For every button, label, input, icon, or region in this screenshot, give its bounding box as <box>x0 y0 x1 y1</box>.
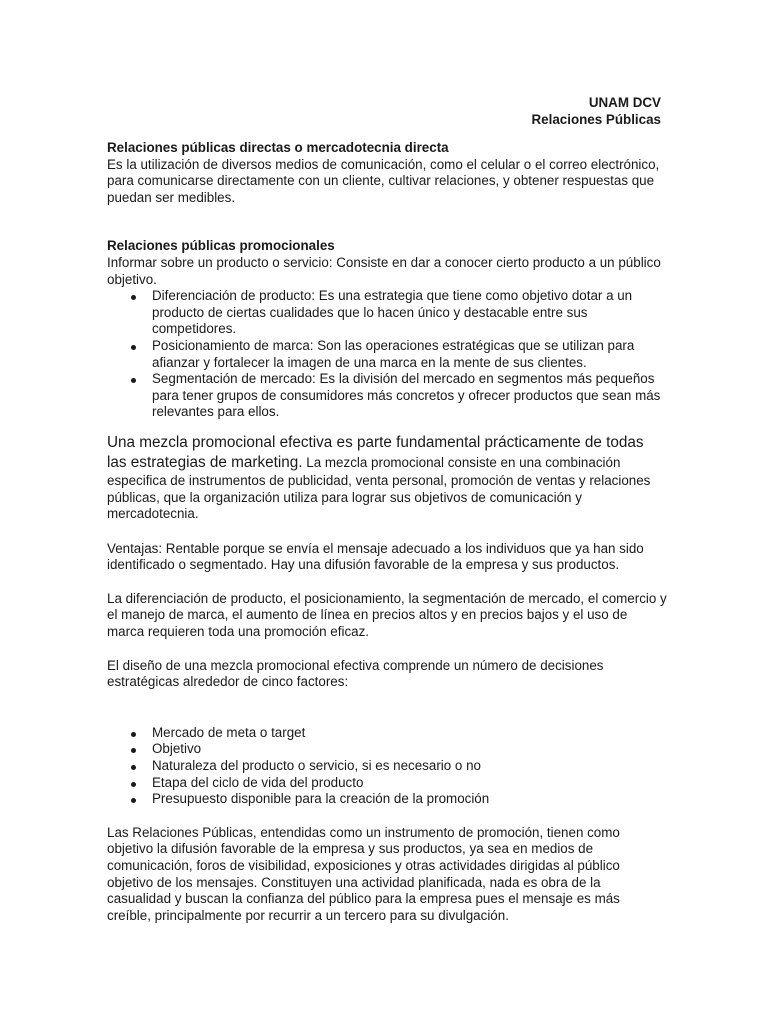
list-item: Posicionamiento de marca: Son las operaciones estratégicas que se utilizan para afianzar y fortalecer la imagen de una marca en la mente de sus clientes. <box>107 338 667 371</box>
bullet-list <box>107 288 667 421</box>
document-body <box>107 140 667 924</box>
list-item: Etapa del ciclo de vida del producto <box>107 775 667 792</box>
advantages-paragraph: Ventajas: Rentable porque se envía el mensaje adecuado a los individuos que ya han sido identificado o segmentado. Hay una difusión favorable de la empresa y sus productos. <box>107 540 644 573</box>
list-item: Presupuesto disponible para la creación de la promoción <box>107 791 667 808</box>
closing-paragraph: Las Relaciones Públicas, entendidas como un instrumento de promoción, tienen como objetivo la difusión favorable de la empresa y sus productos, ya sea en medios de comunicación, foros de visibilidad, exposiciones y otras actividades dirigidas al público objetivo de los mensajes. Constituyen una actividad planificada, nada es obra de la casualidad y buscan la confianza del público para la empresa pues el mensaje es más creíble, principalmente por recurrir a un tercero para su divulgación. <box>107 824 620 923</box>
section-promotional-pr <box>107 238 667 421</box>
lead-sentence: Una mezcla promocional efectiva es parte fundamental prácticamente de todas las estrategias de marketing. <box>107 433 644 471</box>
factors-list <box>107 725 667 808</box>
list-item: Objetivo <box>107 741 667 758</box>
mix-paragraph <box>107 433 667 523</box>
section-paragraph: Informar sobre un producto o servicio: Consiste en dar a conocer cierto producto a un público objetivo. <box>107 254 661 287</box>
header-institution: UNAM DCV <box>588 95 661 110</box>
header-subject: Relaciones Públicas <box>531 112 661 127</box>
list-item: Segmentación de mercado: Es la división del mercado en segmentos más pequeños para tener grupos de consumidores más concretos y ofrecer productos que sean más relevantes para ellos. <box>107 371 667 421</box>
section-heading: Relaciones públicas directas o mercadotecnia directa <box>107 140 449 155</box>
list-item: Naturaleza del producto o servicio, si es necesario o no <box>107 758 667 775</box>
list-item: Mercado de meta o target <box>107 725 667 742</box>
lead-continuation: La mezcla promocional consiste en una combinación especifica de instrumentos de publicidad, venta personal, promoción de ventas y relaciones públicas, que la organización utiliza para lograr sus objetivos de comunicación y mercadotecnia. <box>107 454 651 522</box>
section-direct-pr <box>107 140 667 206</box>
design-paragraph: El diseño de una mezcla promocional efectiva comprende un número de decisiones estratégicas alrededor de cinco factores: <box>107 657 604 690</box>
document-header <box>532 94 662 128</box>
list-item: Diferenciación de producto: Es una estrategia que tiene como objetivo dotar a un producto de ciertas cualidades que lo hacen único y destacable entre sus competidores. <box>107 288 667 338</box>
differentiation-paragraph: La diferenciación de producto, el posicionamiento, la segmentación de mercado, el comercio y el manejo de marca, el aumento de línea en precios altos y en precios bajos y el uso de marca requieren toda una promoción eficaz. <box>107 590 667 640</box>
section-heading: Relaciones públicas promocionales <box>107 238 335 254</box>
section-paragraph: Es la utilización de diversos medios de comunicación, como el celular o el correo electrónico, para comunicarse directamente con un cliente, cultivar relaciones, y obtener respuestas que puedan ser medibles. <box>107 156 660 205</box>
